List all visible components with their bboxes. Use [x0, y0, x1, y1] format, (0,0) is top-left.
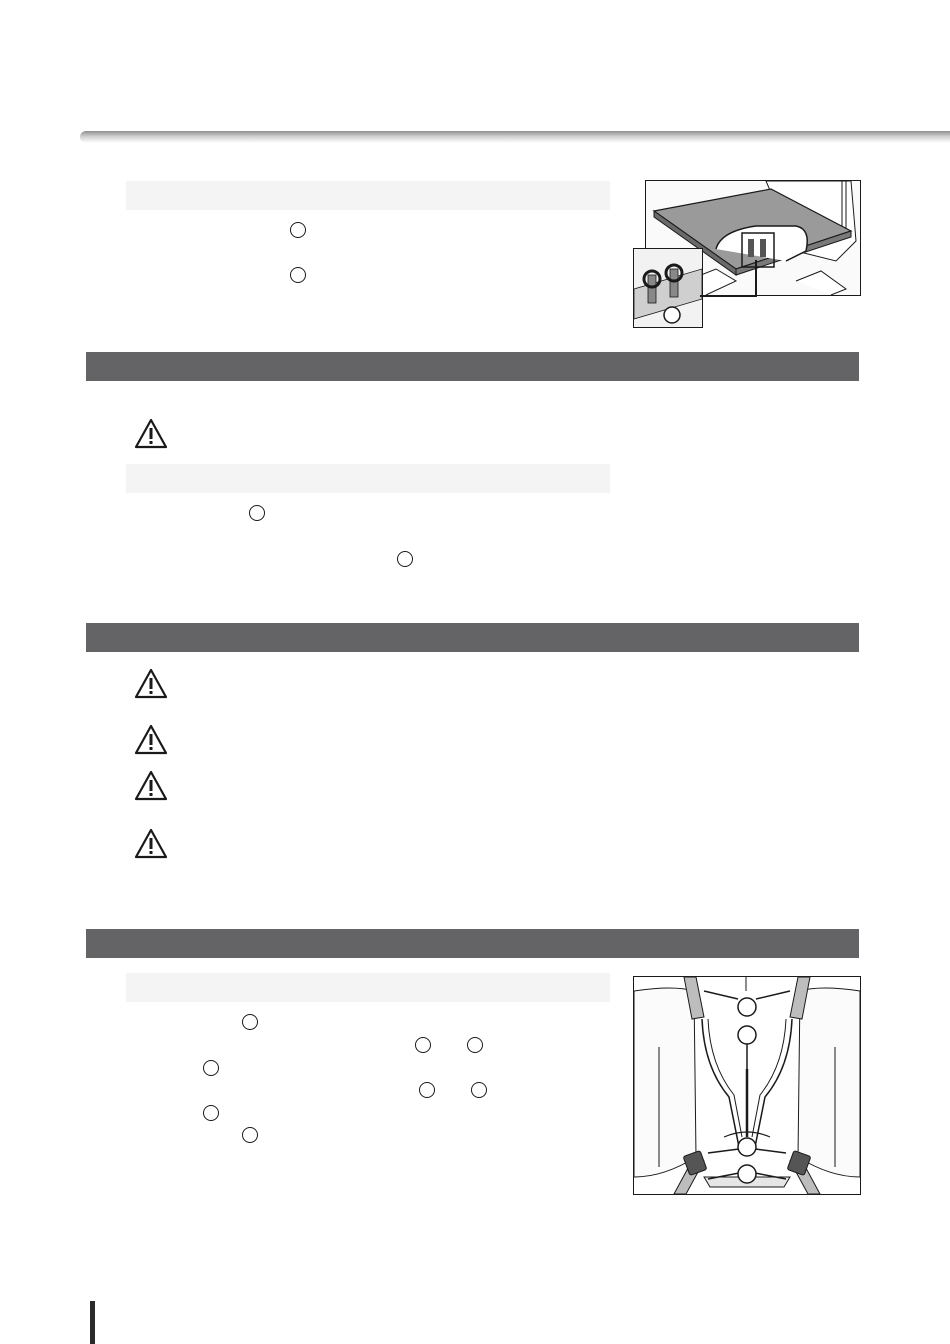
warning-triangle-icon: [134, 770, 168, 801]
subheading-bar-tray: [126, 181, 610, 210]
warning-triangle-icon: [134, 828, 168, 859]
callout-circle: [471, 1082, 487, 1098]
callout-circle: [203, 1060, 219, 1076]
harness-drawing: [634, 977, 860, 1194]
callout-circle: [397, 551, 413, 567]
tray-detail-inset: [633, 248, 703, 328]
inset-connector: [700, 260, 762, 302]
callout-circle: [242, 1014, 258, 1030]
tray-detail-drawing: [634, 249, 702, 327]
section-bar-1: [86, 352, 859, 381]
callout-circle: [419, 1082, 435, 1098]
section-bar-2: [86, 623, 859, 652]
callout-circle: [203, 1105, 219, 1121]
callout-circle: [249, 505, 265, 521]
harness-illustration: [633, 976, 861, 1195]
warning-triangle-icon: [134, 668, 168, 699]
callout-circle: [290, 222, 306, 238]
header-rule: [80, 131, 950, 143]
subheading-bar-2: [126, 464, 610, 493]
subheading-bar-harness: [126, 973, 610, 1002]
warning-triangle-icon: [134, 724, 168, 755]
warning-triangle-icon: [134, 418, 168, 449]
callout-circle: [242, 1127, 258, 1143]
callout-circle: [415, 1037, 431, 1053]
callout-circle: [290, 267, 306, 283]
page-edge-marker: [90, 1301, 95, 1344]
callout-circle: [467, 1037, 483, 1053]
section-bar-3: [86, 929, 859, 958]
